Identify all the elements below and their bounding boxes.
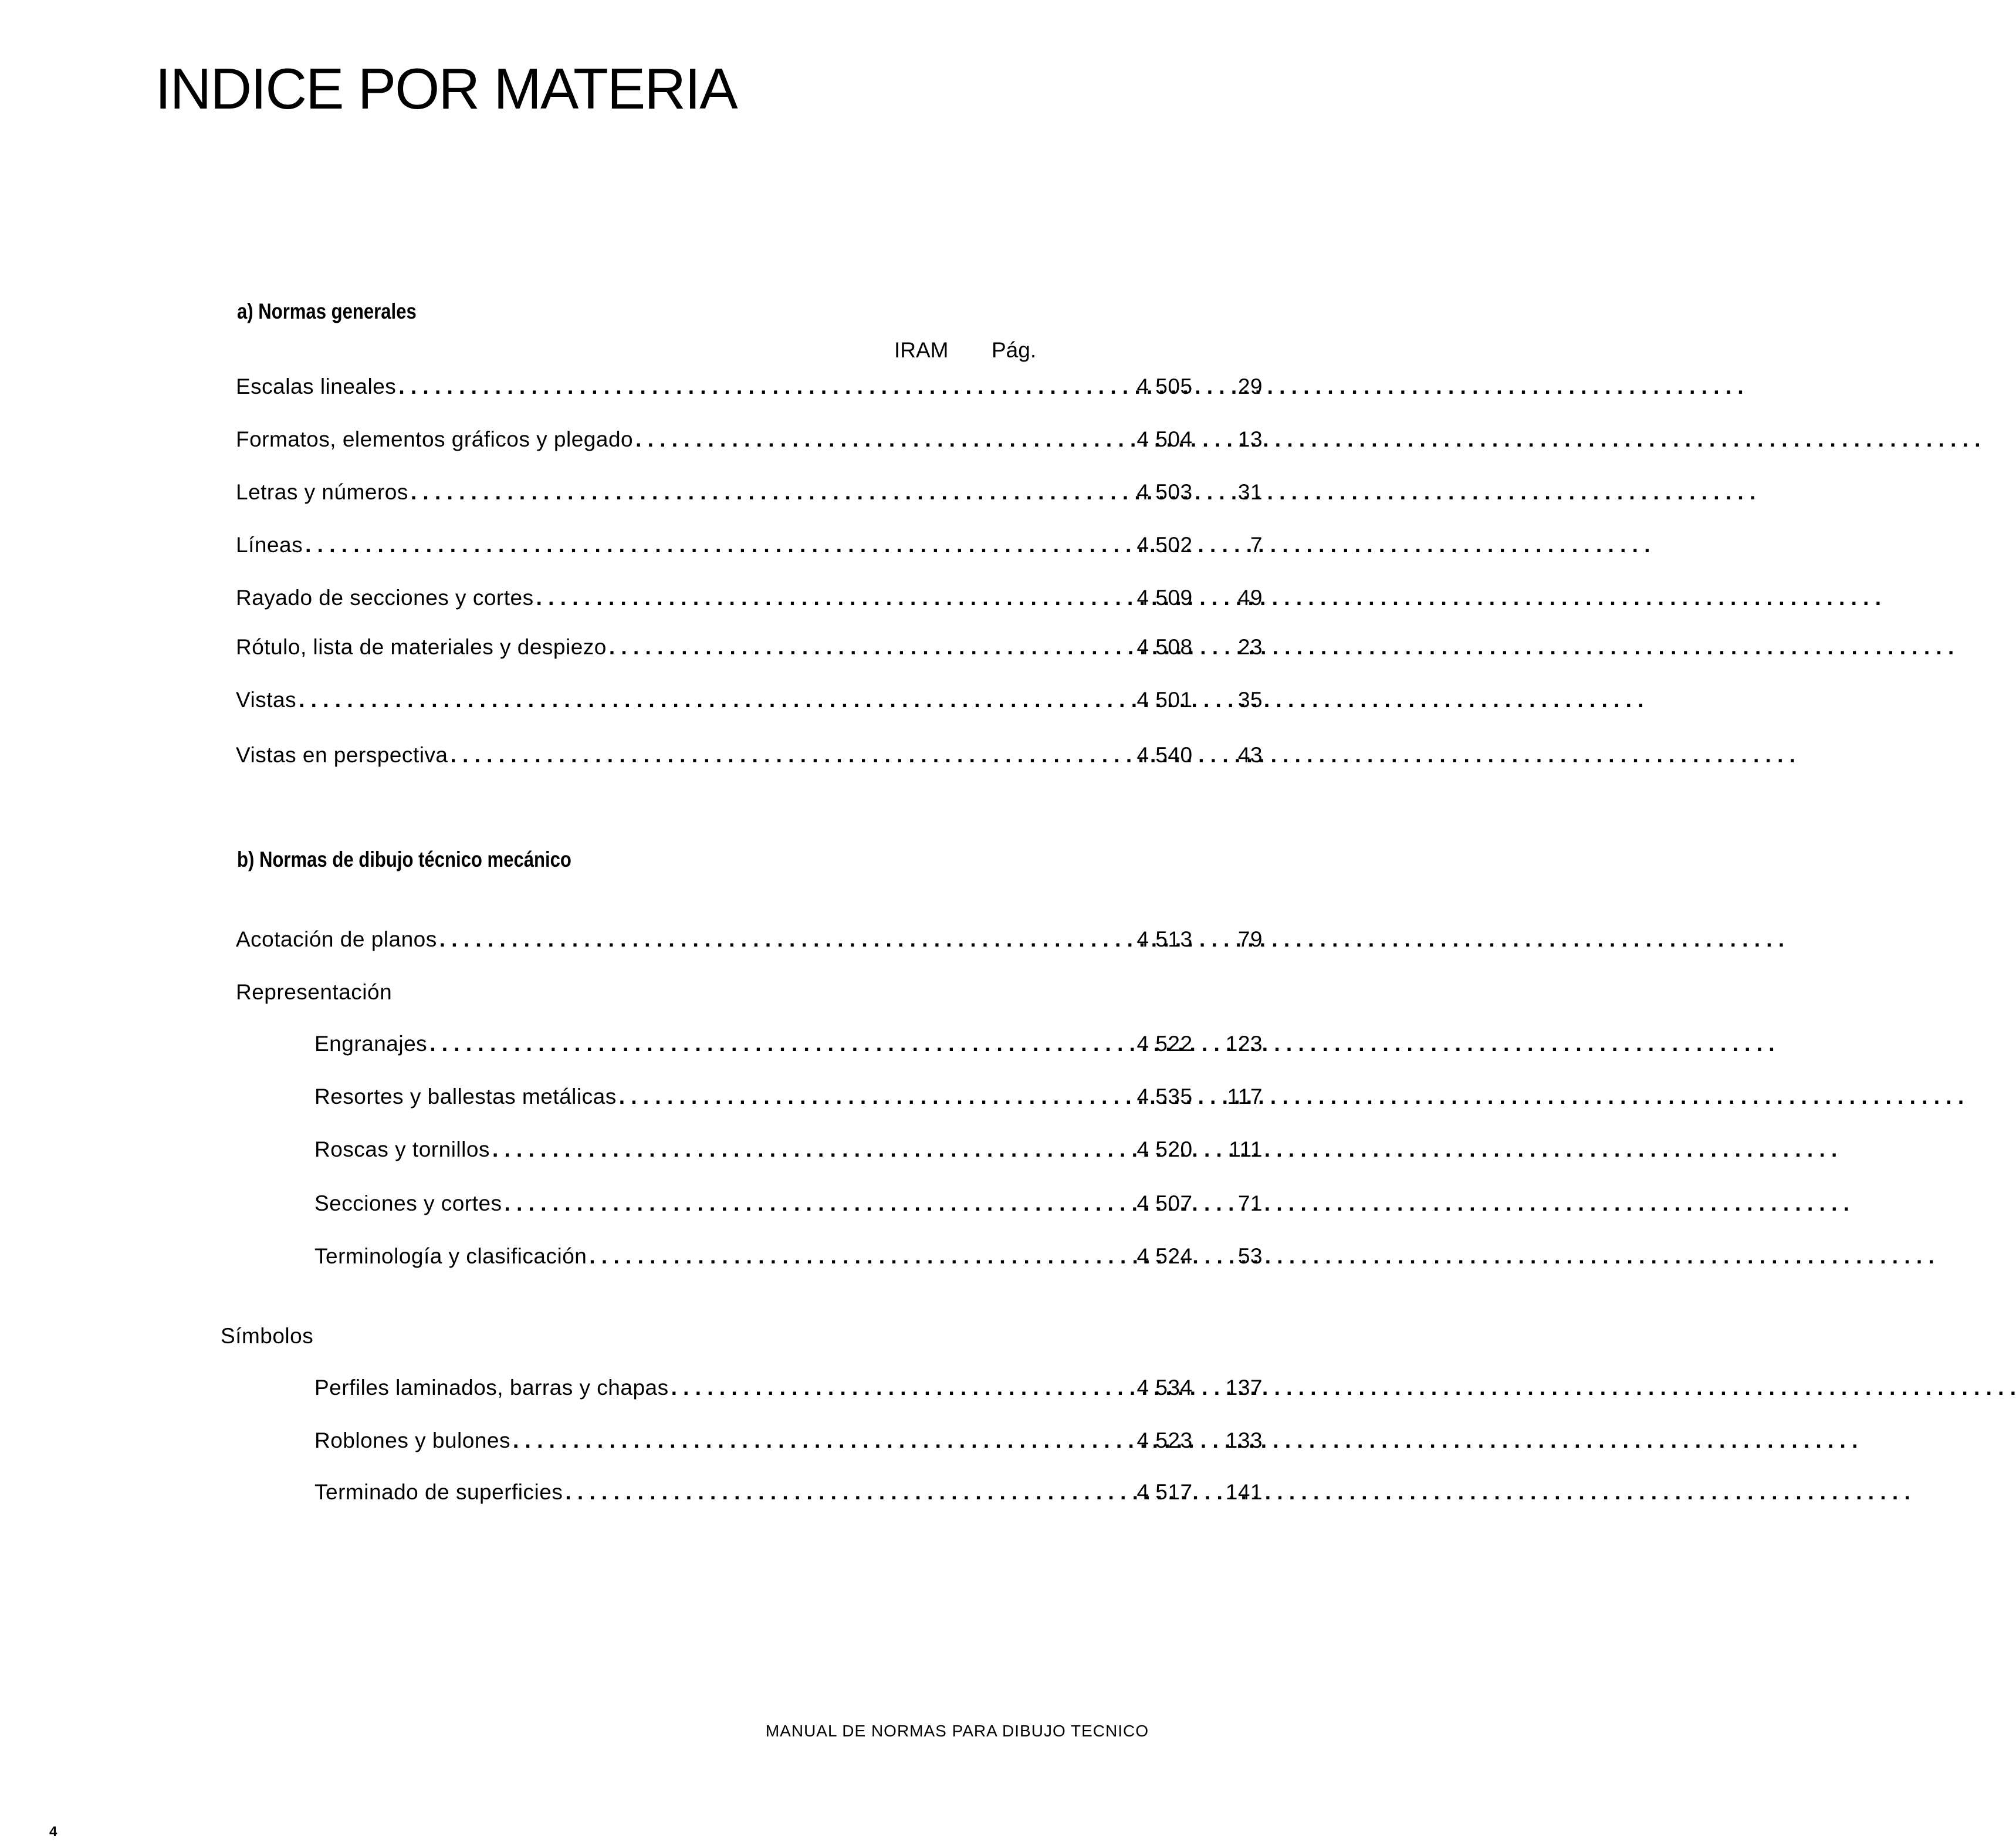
entry-iram-number: 4 513: [1136, 927, 1193, 951]
entry-iram-number: 4 507: [1136, 1191, 1193, 1215]
entry-page-number: 137: [1225, 1376, 1263, 1400]
entry-label: Terminado de superficies: [314, 1480, 563, 1504]
entry-page-number: 35: [1237, 688, 1263, 712]
entry-page-number: 117: [1227, 1084, 1263, 1109]
dot-leader: [536, 584, 1881, 611]
entry-label: Secciones y cortes: [314, 1191, 502, 1215]
entry-label: Perfiles laminados, barras y chapas: [314, 1376, 669, 1400]
entry-page-number: 29: [1237, 374, 1263, 398]
dot-leader: [671, 1374, 2016, 1401]
entry-label: Acotación de planos: [236, 927, 437, 951]
entry-page-number: 53: [1237, 1244, 1263, 1268]
entry-page-number: 23: [1237, 635, 1263, 659]
page-number: 4: [49, 1824, 57, 1840]
index-entry[interactable]: [314, 1136, 1263, 1163]
entry-iram-number: 4 535: [1136, 1084, 1193, 1109]
entry-label: Letras y números: [236, 480, 408, 504]
entry-page-number: 123: [1225, 1032, 1263, 1056]
entry-label: Engranajes: [314, 1032, 428, 1056]
dot-leader: [609, 634, 1954, 661]
dot-leader: [439, 926, 1784, 953]
index-entry[interactable]: [236, 584, 1263, 611]
dot-leader: [305, 532, 1650, 559]
entry-page-number: 49: [1237, 586, 1263, 610]
index-entry[interactable]: [236, 742, 1263, 769]
entry-label: Vistas: [236, 688, 297, 712]
entry-iram-number: 4 520: [1136, 1137, 1193, 1161]
entry-iram-number: 4 503: [1136, 480, 1193, 504]
entry-label: Roblones y bulones: [314, 1428, 510, 1452]
entry-iram-number: 4 523: [1136, 1428, 1193, 1452]
entry-label: Resortes y ballestas metálicas: [314, 1084, 617, 1109]
entry-iram-number: 4 502: [1136, 533, 1193, 557]
entry-page-number: 111: [1229, 1137, 1263, 1161]
entry-page-number: 7: [1250, 533, 1263, 557]
index-entry[interactable]: [236, 532, 1263, 559]
entry-label: Formatos, elementos gráficos y plegado: [236, 427, 634, 451]
entry-label: Rayado de secciones y cortes: [236, 586, 534, 610]
index-entry[interactable]: [314, 1374, 1263, 1401]
dot-leader: [429, 1030, 1774, 1057]
index-entry[interactable]: [314, 1083, 1263, 1110]
entry-iram-number: 4 501: [1136, 688, 1193, 712]
entry-iram-number: 4 540: [1136, 743, 1193, 767]
entry-page-number: 43: [1237, 743, 1263, 767]
index-entry[interactable]: [236, 479, 1263, 506]
dot-leader: [619, 1083, 1964, 1110]
index-entry[interactable]: [314, 1243, 1263, 1270]
entry-label: Líneas: [236, 533, 303, 557]
entry-page-number: 71: [1237, 1191, 1263, 1215]
index-entry[interactable]: [314, 1030, 1263, 1057]
entry-iram-number: 4 524: [1136, 1244, 1193, 1268]
section-heading-mechanical: b) Normas de dibujo técnico mecánico: [237, 847, 571, 871]
entry-label: Vistas en perspectiva: [236, 743, 448, 767]
index-entry[interactable]: [236, 926, 1263, 953]
entry-label: Rótulo, lista de materiales y despiezo: [236, 635, 607, 659]
index-entry[interactable]: [314, 1479, 1263, 1506]
index-entry[interactable]: [314, 1427, 1263, 1454]
index-entry[interactable]: [236, 687, 1263, 714]
index-entry[interactable]: [314, 1190, 1263, 1217]
dot-leader: [635, 426, 1980, 453]
dot-leader: [299, 687, 1643, 714]
entry-page-number: 31: [1237, 480, 1263, 504]
entry-iram-number: 4 509: [1136, 586, 1193, 610]
entry-label: Escalas lineales: [236, 374, 397, 398]
index-entry[interactable]: [236, 426, 1263, 453]
entry-iram-number: 4 504: [1136, 427, 1193, 451]
entry-iram-number: 4 534: [1136, 1376, 1193, 1400]
dot-leader: [411, 479, 1755, 506]
entry-page-number: 79: [1237, 927, 1263, 951]
entry-iram-number: 4 508: [1136, 635, 1193, 659]
entry-iram-number: 4 505: [1136, 374, 1193, 398]
page-column-header: Pág.: [992, 338, 1037, 362]
entry-page-number: 141: [1225, 1480, 1263, 1504]
dot-leader: [451, 742, 1795, 769]
entry-label: Terminología y clasificación: [314, 1244, 587, 1268]
subheading-simbolos: Símbolos: [221, 1324, 314, 1348]
section-heading-general: a) Normas generales: [237, 299, 417, 323]
page-title: INDICE POR MATERIA: [155, 56, 737, 121]
entry-iram-number: 4 517: [1136, 1480, 1193, 1504]
entry-page-number: 133: [1225, 1428, 1263, 1452]
subheading-representacion: Representación: [236, 980, 393, 1004]
entry-iram-number: 4 522: [1136, 1032, 1193, 1056]
index-entry[interactable]: [236, 373, 1263, 400]
entry-page-number: 13: [1237, 427, 1263, 451]
entry-label: Roscas y tornillos: [314, 1137, 490, 1161]
index-entry[interactable]: [236, 634, 1263, 661]
iram-column-header: IRAM: [894, 338, 949, 362]
dot-leader: [398, 373, 1743, 400]
footer-manual-title: MANUAL DE NORMAS PARA DIBUJO TECNICO: [765, 1722, 1149, 1740]
